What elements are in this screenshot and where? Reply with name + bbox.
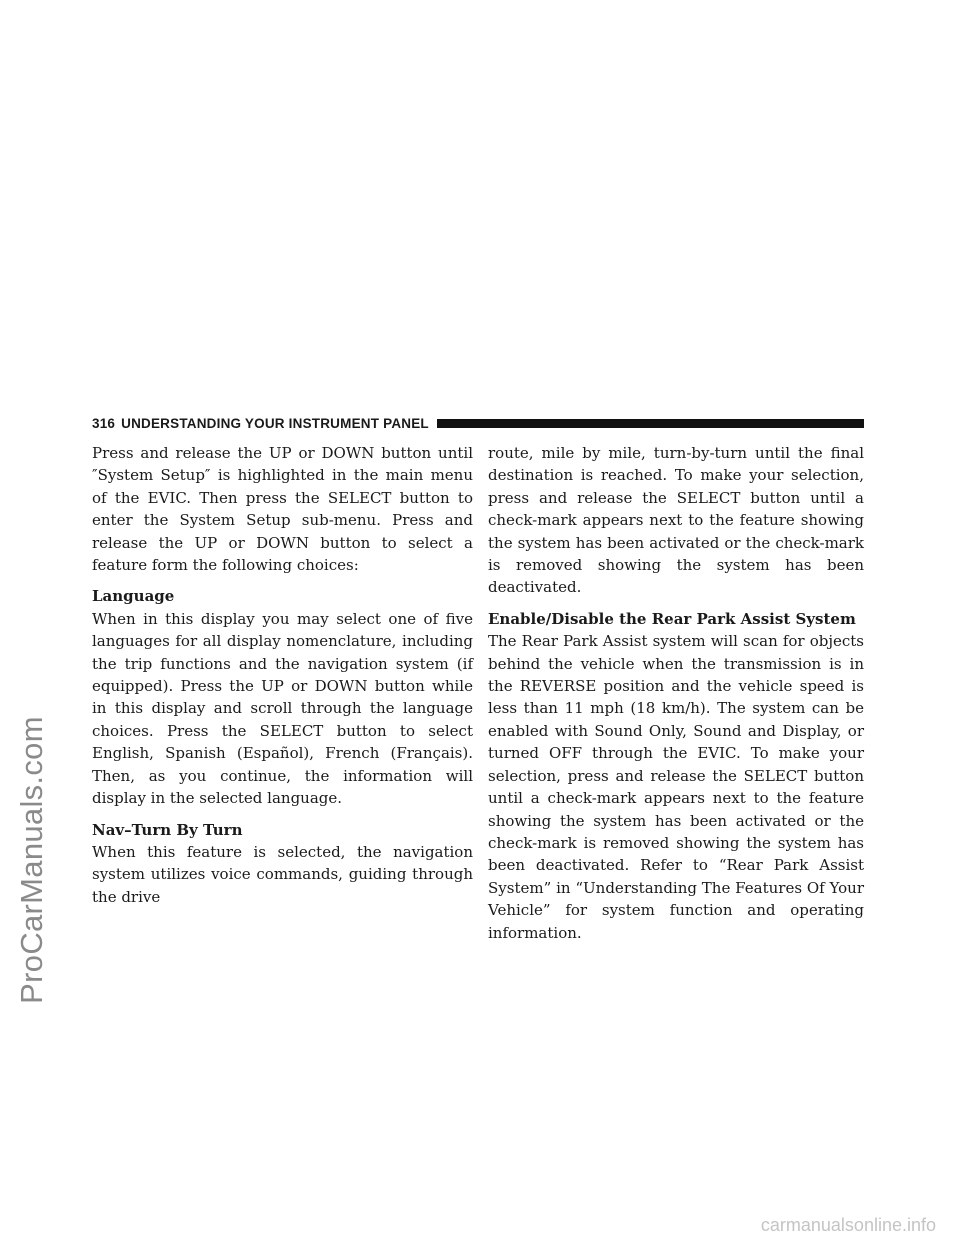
side-watermark [8, 500, 56, 1220]
nav-heading: Nav–Turn By Turn [92, 820, 243, 839]
intro-paragraph: Press and release the UP or DOWN button until ″System Setup″ is highlighted in the main menu of the EVIC. Then press the SELECT button to enter the System Setup sub-menu. Press and release the UP or DOWN button to select a feature form the following choices: [92, 444, 473, 575]
rear-park-paragraph: The Rear Park Assist system will scan for objects behind the vehicle when the transmission is in the REVERSE position and the vehicle speed is less than 11 mph (18 km/h). The system can be enabled with Sound Only, Sound and Display, or turned OFF through the EVIC. To make your selection, press and release the SELECT button until a check-mark appears next to the feature showing the system has been activated or the check-mark is removed showing the system has been deactivated. Refer to “Rear Park Assist System” in “Understanding The Features Of Your Vehicle” for system function and operating information. [488, 632, 864, 942]
page-header [92, 412, 864, 434]
header-text [92, 416, 429, 431]
page-number: 316 [92, 415, 116, 431]
left-column [92, 442, 473, 908]
side-watermark-text: ProCarManuals.com [14, 716, 49, 1004]
section-title: UNDERSTANDING YOUR INSTRUMENT PANEL [121, 415, 429, 431]
footer-watermark: carmanualsonline.info [760, 1215, 936, 1235]
language-heading: Language [92, 587, 175, 606]
right-column [488, 442, 864, 944]
nav-paragraph: When this feature is selected, the navigation system utilizes voice commands, guiding through the drive [92, 842, 473, 906]
language-paragraph: When in this display you may select one of five languages for all display nomenclature, including the trip functions and the navigation system (if equipped). Press the UP or DOWN button while in this display and scroll through the language choices. Press the SELECT button to select English, Spanish (Español), French (Français). Then, as you continue, the information will display in the selected language. [92, 609, 473, 808]
header-rule [437, 419, 864, 428]
rear-park-heading: Enable/Disable the Rear Park Assist System [488, 609, 856, 628]
nav-paragraph-continued: route, mile by mile, turn-by-turn until the final destination is reached. To make your selection, press and release the SELECT button until a check-mark appears next to the feature showing the system has been activated or the check-mark is removed showing the system has been deactivated. [488, 444, 864, 597]
